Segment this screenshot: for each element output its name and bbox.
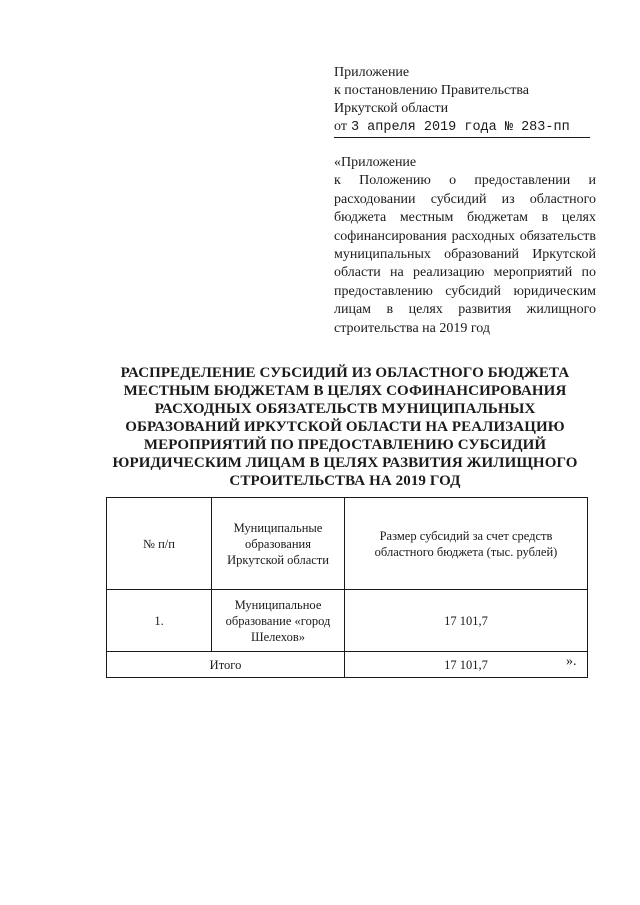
decree-date-number: 3 апреля 2019 года № 283-пп — [350, 120, 570, 135]
from-word: от — [334, 119, 347, 134]
row-amount: 17 101,7 — [345, 590, 588, 652]
closing-quote-mark: ». — [566, 654, 577, 669]
header-number: № п/п — [107, 498, 212, 590]
row-municipality: Муниципальное образование «город Шелехов» — [212, 590, 345, 652]
regulation-reference — [334, 154, 596, 338]
table-row — [107, 590, 588, 652]
appendix-label: Приложение — [334, 65, 410, 80]
appendix-region: Иркутской области — [334, 101, 449, 116]
table-total-row — [107, 652, 588, 678]
row-number: 1. — [107, 590, 212, 652]
header-amount: Размер субсидий за счет средств областного бюджета (тыс. рублей) — [345, 498, 588, 590]
total-value: 17 101,7 — [345, 652, 588, 678]
appendix-header — [334, 64, 596, 138]
regulation-text: к Положению о предоставлении и расходовании субсидий из областного бюджета местным бюджетам в целях софинансирования расходных обязательств муниципальных образований Иркутской области на реализацию мероприятий по предоставлению субсидий юридическим лицам в целях развития жилищного строительства на 2019 год — [334, 173, 596, 336]
document-title: РАСПРЕДЕЛЕНИЕ СУБСИДИЙ ИЗ ОБЛАСТНОГО БЮДЖЕТА МЕСТНЫМ БЮДЖЕТАМ В ЦЕЛЯХ СОФИНАНСИРОВАНИЯ РАСХОДНЫХ ОБЯЗАТЕЛЬСТВ МУНИЦИПАЛЬНЫХ ОБРАЗОВАНИЙ ИРКУТСКОЙ ОБЛАСТИ НА РЕАЛИЗАЦИЮ МЕРОПРИЯТИЙ ПО ПРЕДОСТАВЛЕНИЮ СУБСИДИЙ ЮРИДИЧЕСКИМ ЛИЦАМ В ЦЕЛЯХ РАЗВИТИЯ ЖИЛИЩНОГО СТРОИТЕЛЬСТВА НА 2019 ГОД — [112, 365, 578, 489]
header-municipality: Муниципальные образования Иркутской области — [212, 498, 345, 590]
subsidy-distribution-table — [106, 497, 588, 678]
decree-date-number-line — [334, 118, 590, 138]
total-label: Итого — [107, 652, 345, 678]
regulation-appendix-label: «Приложение — [334, 155, 417, 170]
appendix-decree-ref: к постановлению Правительства — [334, 83, 530, 98]
table-header-row — [107, 498, 588, 590]
